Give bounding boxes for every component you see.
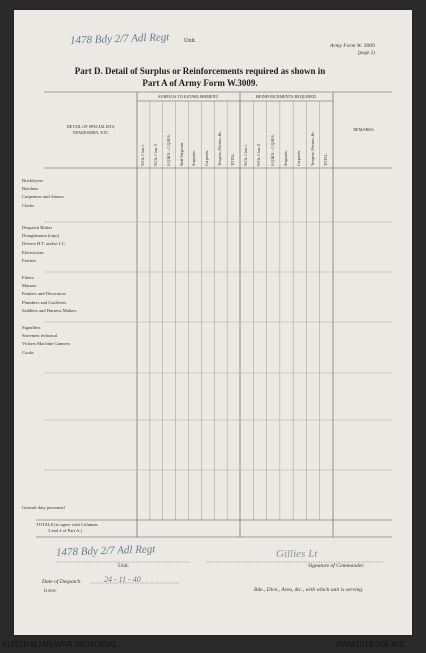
row-label: Carpenters and Joiners [22,194,64,200]
dsos-mark: D.SOS. [44,588,57,593]
brigade-label: Bde., Divn., Area, &c., with which unit is serving. [254,587,364,593]
totals-label-line-2: 3 and 4 of Part A.) [48,528,82,533]
totals-label-line-1: TOTALS (to agree with Columns [36,522,98,527]
reinforcements-column-header: Troopers, Privates, &c. [310,130,315,166]
reinforcements-group-header: REINFORCEMENTS REQUIRED. [256,94,317,99]
row-label: Fitters [22,275,34,280]
page-reference: (page 2) [358,51,375,56]
reinforcements-column-header: Sergeants. [284,150,288,166]
reinforcements-column-header: W.Os. Class I. [244,144,249,166]
row-label: Vickers Machine Gunners [22,341,70,347]
row-label: Electricians [22,249,44,255]
detail-column-header-1: DETAIL OF SPECIALISTS, [66,124,116,129]
unit-handwritten-bottom: 1478 Bdy 2/7 Adl Regt [55,543,156,559]
caption-right: AWM2019.366.405 [336,640,405,649]
surplus-column-header: Sergeants. [192,150,197,166]
reinforcements-column-header: Corporals. [297,150,302,166]
row-label: Clerks [22,202,34,208]
remarks-column-header: REMARKS. [353,127,375,132]
surplus-column-header: S.Q.M.S. ; C.Q.M.S. [166,134,171,166]
commander-signature: Gillies Lt [276,548,318,560]
form-title-line-2: Part A of Army Form W.3009. [142,78,258,88]
row-label: Painters and Decorators [22,291,66,297]
surplus-column-header: W.Os. Class I. [140,144,145,166]
surplus-column-header: TOTAL. [231,152,236,166]
row-label: Draughtsmen (topo) [22,233,60,239]
form-reference: Army Form W. 3009 [330,43,375,49]
date-of-despatch-label: Date of Despatch [42,579,81,585]
detail-column-header-2: TRADESMEN, ETC. [72,130,110,135]
caption-left: AUSTRALIAN WAR MEMORIAL [2,640,118,649]
reinforcements-column-header: TOTAL. [323,152,328,166]
row-label: Cooks [22,349,34,355]
form-title-line-1: Part D. Detail of Surplus or Reinforcements required as shown in [74,66,326,76]
row-label: Butchers [22,186,39,192]
row-label: Farriers [22,257,37,263]
row-label: Saddlers and Harness Makers [22,307,77,313]
row-label: Bricklayers [22,178,44,183]
reinforcements-column-header: W.Os. Class II. [257,143,262,166]
row-label: Drivers H.T. and/or I.C. [22,241,66,247]
surplus-column-header: Troopers, Privates, &c. [218,130,223,166]
row-label: Masons [22,283,37,289]
unit-label-bottom: Unit. [118,563,130,569]
row-label: Signallers [22,325,41,330]
row-label-general-duty: General duty personnel [22,505,65,510]
date-of-despatch-value: 24 - 11 - 40 [104,575,141,584]
reinforcements-column-header: S.Q.M.S. ; C.Q.M.S. [270,134,275,166]
surplus-column-header: Staff-Sergeants. [179,141,184,166]
surplus-column-header: Corporals. [205,150,210,166]
row-label: Plumbers and Gasfitters [22,299,67,305]
row-label: Despatch Riders [22,225,53,230]
signature-label: Signature of Commander. [308,563,365,569]
unit-label-top: Unit. [184,38,197,44]
row-label: Storemen technical [22,333,58,339]
surplus-column-header: W.Os. Class II. [153,143,158,166]
surplus-group-header: SURPLUS TO ESTABLISHMENT. [158,94,219,99]
unit-handwritten-top: 1478 Bdy 2/7 Adl Regt [69,31,170,47]
